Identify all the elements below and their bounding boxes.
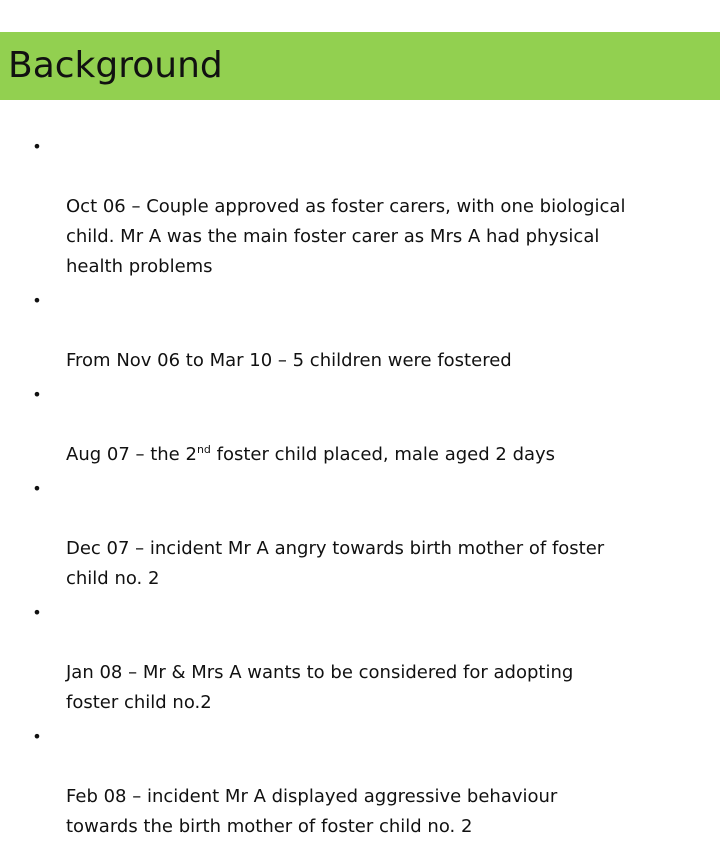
bullet-text: Jan 08 – Mr & Mrs A wants to be considered for adopting foster child no.2 (66, 662, 574, 713)
bullet-icon: • (32, 479, 42, 498)
bullet-item (30, 286, 690, 376)
bullet-icon: • (32, 291, 42, 310)
bullet-icon: • (32, 385, 42, 404)
bullet-item (30, 132, 690, 282)
bullet-item (30, 722, 690, 842)
bullet-item (30, 598, 690, 718)
bullet-text: Oct 06 – Couple approved as foster carers, with one biological child. Mr A was the main foster carer as Mrs A had physical health problems (66, 196, 626, 277)
slide-title: Background (8, 45, 223, 86)
bullet-text: Feb 08 – incident Mr A displayed aggressive behaviour towards the birth mother of foster child no. 2 (66, 786, 558, 837)
bullet-item (30, 474, 690, 594)
bullet-item (30, 380, 690, 470)
bullet-icon: • (32, 727, 42, 746)
bullet-list (30, 132, 690, 846)
bullet-text: From Nov 06 to Mar 10 – 5 children were fostered (66, 350, 512, 371)
title-bar (0, 32, 720, 100)
bullet-text-end: foster child placed, male aged 2 days (210, 444, 556, 465)
bullet-icon: • (32, 137, 42, 156)
bullet-icon: • (32, 603, 42, 622)
bullet-text-start: Aug 07 – the 2 (66, 444, 197, 465)
bullet-text: Dec 07 – incident Mr A angry towards birth mother of foster child no. 2 (66, 538, 605, 589)
ordinal-superscript: nd (196, 443, 211, 456)
